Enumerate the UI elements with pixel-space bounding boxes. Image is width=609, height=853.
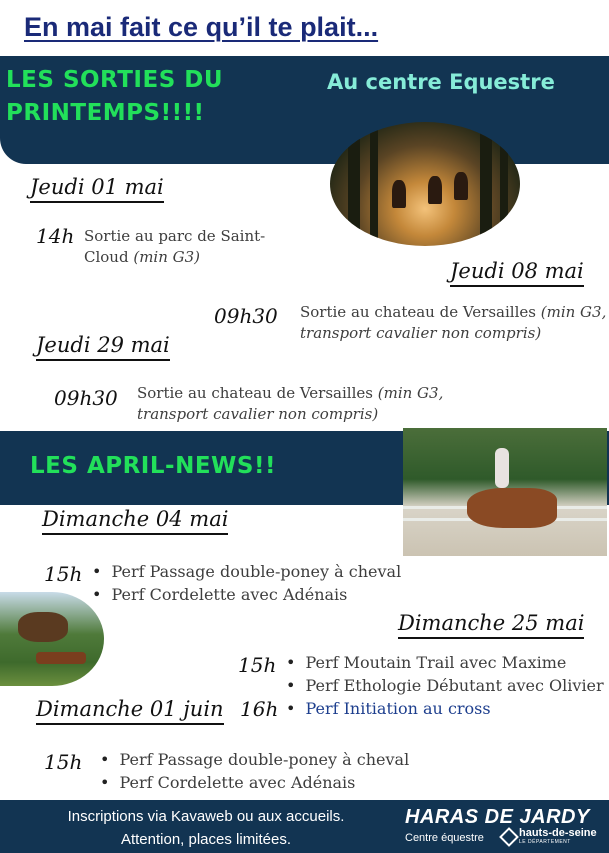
day-activities-1: [92, 560, 401, 606]
day-time-1: 15h: [44, 562, 83, 586]
event-note-3: (min G3, transport cavalier non compris): [137, 384, 444, 423]
day-time-3: 15h: [44, 750, 83, 774]
rider-arena-photo: [403, 428, 607, 556]
event-description-1: [84, 226, 294, 268]
day-activities-3: [100, 748, 409, 794]
brand-subtitle: Centre équestre: [405, 832, 484, 844]
list-item: • Perf Cordelette avec Adénais: [92, 583, 401, 606]
event-text-3: Sortie au chateau de Versailles: [137, 384, 373, 402]
event-text-1: Sortie au parc de Saint-Cloud: [84, 227, 266, 266]
department-logo: [502, 828, 597, 845]
department-tag: LE DÉPARTEMENT: [519, 839, 571, 845]
day-time-2a: 15h: [238, 653, 277, 677]
cross-country-jump-photo: [0, 592, 104, 686]
day-date-1: Dimanche 04 mai: [42, 508, 228, 535]
day-date-3: Dimanche 01 juin: [36, 698, 224, 725]
day-time-2b: 16h: [240, 697, 279, 721]
event-date-3: Jeudi 29 mai: [36, 334, 170, 361]
event-text-2: Sortie au chateau de Versailles: [300, 303, 536, 321]
brand-logo-text: HARAS DE JARDY: [405, 806, 590, 828]
spring-outings-title: LES SORTIES DU PRINTEMPS!!!!: [6, 67, 224, 126]
list-item: • Perf Ethologie Débutant avec Olivier: [286, 674, 609, 697]
event-note-1: (min G3): [133, 248, 201, 266]
department-name: hauts-de-seine: [519, 827, 597, 839]
limited-places-line: Attention, places limitées.: [120, 830, 292, 848]
registration-line: Inscriptions via Kavaweb ou aux accueils.: [67, 808, 345, 825]
event-description-2: [300, 302, 609, 344]
list-item: • Perf Cordelette avec Adénais: [100, 771, 409, 794]
list-item: • Perf Passage double-poney à cheval: [100, 748, 409, 771]
day-date-2: Dimanche 25 mai: [398, 612, 584, 639]
april-news-title: LES APRIL-NEWS!!: [30, 453, 276, 479]
day-activities-2: [286, 651, 609, 721]
registration-info: [36, 806, 376, 851]
page-title: En mai fait ce qu’il te plait...: [24, 12, 379, 42]
riders-forest-photo: [330, 122, 520, 246]
event-date-1: Jeudi 01 mai: [30, 176, 164, 203]
event-time-2: 09h30: [214, 304, 278, 328]
list-item: • Perf Initiation au cross: [286, 697, 609, 720]
list-item: • Perf Passage double-poney à cheval: [92, 560, 401, 583]
event-note-2: (min G3, transport cavalier non compris): [300, 303, 607, 342]
event-description-3: [137, 383, 487, 425]
equestrian-centre-subtitle: Au centre Equestre: [327, 70, 555, 94]
list-item: • Perf Moutain Trail avec Maxime: [286, 651, 609, 674]
event-date-2: Jeudi 08 mai: [450, 260, 584, 287]
diamond-icon: [499, 827, 519, 847]
event-time-1: 14h: [36, 224, 75, 248]
event-time-3: 09h30: [54, 386, 118, 410]
